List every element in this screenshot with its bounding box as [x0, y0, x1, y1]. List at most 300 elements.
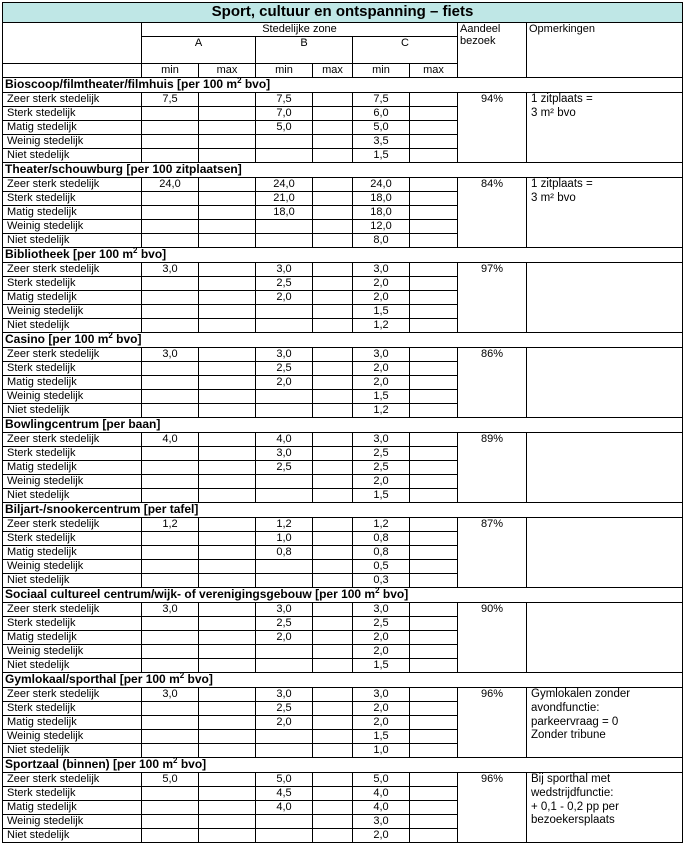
category-cell: Sterk stedelijk	[3, 277, 142, 291]
zone-a-max-cell	[199, 730, 256, 744]
zone-b-min-cell: 2,5	[256, 362, 313, 376]
category-cell: Matig stedelijk	[3, 631, 142, 645]
zone-b-min-cell	[256, 149, 313, 163]
zone-c-max-cell	[410, 716, 458, 730]
zone-c-min-cell: 1,0	[353, 744, 410, 758]
zone-b-min-cell: 2,0	[256, 376, 313, 390]
zone-a-max-cell	[199, 801, 256, 815]
zone-c-min-cell: 4,0	[353, 801, 410, 815]
zone-b-min-cell	[256, 645, 313, 659]
zone-b-min-cell: 1,0	[256, 532, 313, 546]
zone-a-max-cell	[199, 489, 256, 503]
remark-line: 3 m² bvo	[531, 191, 576, 204]
category-cell: Weinig stedelijk	[3, 135, 142, 149]
zone-a-max-cell	[199, 603, 256, 617]
zone-c-max-cell	[410, 688, 458, 702]
zone-a-max-cell	[199, 376, 256, 390]
zone-c-min-cell: 2,5	[353, 447, 410, 461]
zone-b-max-cell	[313, 518, 353, 532]
category-cell: Zeer sterk stedelijk	[3, 433, 142, 447]
zone-a-max-cell	[199, 277, 256, 291]
category-cell: Niet stedelijk	[3, 149, 142, 163]
zone-a-min-cell	[142, 744, 199, 758]
zone-b-max-cell	[313, 730, 353, 744]
zone-c-max-cell	[410, 489, 458, 503]
zone-b-min-cell: 2,0	[256, 291, 313, 305]
zone-c-min-cell: 3,0	[353, 263, 410, 277]
zone-b-max-cell	[313, 263, 353, 277]
aandeel-cell: 94%	[458, 93, 527, 163]
zone-b-max-cell	[313, 206, 353, 220]
zone-b-min-cell	[256, 319, 313, 333]
category-cell: Matig stedelijk	[3, 461, 142, 475]
zone-c-max-cell	[410, 178, 458, 192]
zone-a-max-cell	[199, 149, 256, 163]
zone-a-max-cell	[199, 291, 256, 305]
zone-a-max-cell	[199, 829, 256, 843]
zone-c-max-cell	[410, 617, 458, 631]
zone-b-max-cell	[313, 702, 353, 716]
zone-a-max-cell	[199, 319, 256, 333]
zone-c-min-cell: 2,0	[353, 716, 410, 730]
zone-c-max-cell	[410, 815, 458, 829]
zone-b-min-cell	[256, 135, 313, 149]
zone-a-min-cell: 5,0	[142, 773, 199, 787]
zone-c-max-cell	[410, 404, 458, 418]
zone-b-max-cell	[313, 773, 353, 787]
zone-b-min-cell: 4,0	[256, 801, 313, 815]
category-cell: Weinig stedelijk	[3, 730, 142, 744]
category-cell: Sterk stedelijk	[3, 192, 142, 206]
category-cell: Weinig stedelijk	[3, 645, 142, 659]
zone-c-max-cell	[410, 121, 458, 135]
zone-b-min-cell: 7,0	[256, 107, 313, 121]
category-cell: Sterk stedelijk	[3, 702, 142, 716]
section-title: Casino [per 100 $m^2$ bvo]	[3, 333, 683, 348]
zone-b-max-cell	[313, 744, 353, 758]
zone-a-min-cell	[142, 829, 199, 843]
zone-b-max-cell	[313, 829, 353, 843]
zone-a-max-cell	[199, 390, 256, 404]
category-cell: Sterk stedelijk	[3, 787, 142, 801]
zone-b-max-cell	[313, 220, 353, 234]
zone-c-max-cell	[410, 773, 458, 787]
zone-c-min-cell: 0,8	[353, 532, 410, 546]
aandeel-cell: 96%	[458, 688, 527, 758]
zone-b-min-cell	[256, 390, 313, 404]
zone-c-min-cell: 2,0	[353, 277, 410, 291]
zone-c-max-cell	[410, 234, 458, 248]
zone-a-min-cell	[142, 574, 199, 588]
zone-a-max-cell	[199, 447, 256, 461]
category-cell: Zeer sterk stedelijk	[3, 603, 142, 617]
remarks-cell	[527, 688, 683, 758]
section-header	[3, 418, 683, 433]
zone-c-min-cell: 2,0	[353, 702, 410, 716]
zone-a-min-cell: 3,0	[142, 603, 199, 617]
zone-c-max-cell	[410, 645, 458, 659]
zone-c-min-cell: 3,0	[353, 815, 410, 829]
zone-a-max-cell	[199, 433, 256, 447]
zone-c-max-cell	[410, 702, 458, 716]
table-row	[3, 518, 683, 532]
zone-c-min-cell: 3,5	[353, 135, 410, 149]
zone-b-min-cell	[256, 815, 313, 829]
zone-a-min-cell	[142, 376, 199, 390]
category-cell: Niet stedelijk	[3, 234, 142, 248]
zone-a-min-cell	[142, 801, 199, 815]
zone-c-min-cell: 0,5	[353, 560, 410, 574]
zone-a-min-cell	[142, 546, 199, 560]
zone-c-max-cell	[410, 518, 458, 532]
table-row	[3, 433, 683, 447]
min-header: min	[353, 64, 410, 78]
zone-a-header: A	[142, 37, 256, 64]
aandeel-cell: 97%	[458, 263, 527, 333]
zone-b-min-cell	[256, 220, 313, 234]
zone-c-max-cell	[410, 107, 458, 121]
zone-a-min-cell	[142, 121, 199, 135]
zone-c-max-cell	[410, 546, 458, 560]
zone-a-max-cell	[199, 702, 256, 716]
category-cell: Niet stedelijk	[3, 404, 142, 418]
zone-a-min-cell	[142, 107, 199, 121]
zone-c-max-cell	[410, 376, 458, 390]
zone-c-min-cell: 0,3	[353, 574, 410, 588]
zone-a-max-cell	[199, 93, 256, 107]
zone-c-max-cell	[410, 433, 458, 447]
zone-c-max-cell	[410, 659, 458, 673]
min-header: min	[142, 64, 199, 78]
zone-b-max-cell	[313, 291, 353, 305]
zone-a-min-cell: 3,0	[142, 688, 199, 702]
category-cell: Zeer sterk stedelijk	[3, 518, 142, 532]
zone-c-min-cell: 18,0	[353, 206, 410, 220]
zone-a-max-cell	[199, 348, 256, 362]
zone-b-max-cell	[313, 376, 353, 390]
zone-a-max-cell	[199, 475, 256, 489]
zone-b-min-cell	[256, 829, 313, 843]
zone-b-min-cell: 4,5	[256, 787, 313, 801]
category-cell: Zeer sterk stedelijk	[3, 773, 142, 787]
remark-line: wedstrijdfunctie:	[531, 786, 614, 799]
zone-c-max-cell	[410, 560, 458, 574]
section-header	[3, 758, 683, 773]
zone-a-min-cell	[142, 475, 199, 489]
zone-b-min-cell	[256, 574, 313, 588]
category-cell: Zeer sterk stedelijk	[3, 688, 142, 702]
category-cell: Sterk stedelijk	[3, 447, 142, 461]
zone-c-min-cell: 2,5	[353, 617, 410, 631]
zone-c-min-cell: 1,2	[353, 319, 410, 333]
zone-b-max-cell	[313, 362, 353, 376]
section-header	[3, 673, 683, 688]
zone-b-max-cell	[313, 277, 353, 291]
zone-a-min-cell	[142, 716, 199, 730]
remark-line: Zonder tribune	[531, 729, 606, 742]
zone-c-max-cell	[410, 744, 458, 758]
zone-a-min-cell: 4,0	[142, 433, 199, 447]
header-blank	[3, 23, 142, 64]
zone-c-min-cell: 3,0	[353, 603, 410, 617]
zone-a-min-cell	[142, 617, 199, 631]
table-row	[3, 773, 683, 787]
zone-a-max-cell	[199, 404, 256, 418]
parking-norms-table	[2, 2, 683, 843]
zone-b-max-cell	[313, 489, 353, 503]
section-title: Theater/schouwburg [per 100 zitplaatsen]	[3, 163, 683, 178]
section-header	[3, 248, 683, 263]
zone-b-max-cell	[313, 801, 353, 815]
zone-a-max-cell	[199, 574, 256, 588]
zone-a-min-cell	[142, 305, 199, 319]
zone-b-min-cell: 18,0	[256, 206, 313, 220]
zone-a-min-cell	[142, 815, 199, 829]
zone-c-header: C	[353, 37, 458, 64]
zone-c-max-cell	[410, 192, 458, 206]
zone-b-min-cell: 3,0	[256, 348, 313, 362]
remarks-cell	[527, 93, 683, 163]
zone-a-min-cell	[142, 447, 199, 461]
zone-b-min-cell	[256, 744, 313, 758]
zone-c-min-cell: 3,0	[353, 348, 410, 362]
aandeel-cell: 84%	[458, 178, 527, 248]
category-cell: Weinig stedelijk	[3, 390, 142, 404]
zone-a-max-cell	[199, 546, 256, 560]
section-title: Gymlokaal/sporthal [per 100 $m^2$ bvo]	[3, 673, 683, 688]
zone-b-max-cell	[313, 688, 353, 702]
zone-b-min-cell	[256, 560, 313, 574]
zone-a-min-cell	[142, 135, 199, 149]
zone-b-max-cell	[313, 93, 353, 107]
zone-a-min-cell	[142, 659, 199, 673]
aandeel-cell: 96%	[458, 773, 527, 843]
zone-b-min-cell: 24,0	[256, 178, 313, 192]
zone-a-max-cell	[199, 744, 256, 758]
category-cell: Matig stedelijk	[3, 291, 142, 305]
category-cell: Niet stedelijk	[3, 659, 142, 673]
remarks-cell	[527, 348, 683, 418]
zone-a-max-cell	[199, 645, 256, 659]
zone-c-max-cell	[410, 801, 458, 815]
zone-b-max-cell	[313, 305, 353, 319]
category-cell: Matig stedelijk	[3, 801, 142, 815]
category-cell: Weinig stedelijk	[3, 560, 142, 574]
table-row	[3, 178, 683, 192]
zone-c-min-cell: 5,0	[353, 121, 410, 135]
zone-a-min-cell	[142, 489, 199, 503]
remark-line: 1 zitplaats =	[531, 178, 593, 190]
zone-b-max-cell	[313, 319, 353, 333]
category-cell: Weinig stedelijk	[3, 305, 142, 319]
zone-a-min-cell	[142, 631, 199, 645]
zone-a-max-cell	[199, 107, 256, 121]
zone-a-max-cell	[199, 461, 256, 475]
zone-b-max-cell	[313, 617, 353, 631]
zone-c-max-cell	[410, 447, 458, 461]
zone-c-max-cell	[410, 390, 458, 404]
zone-b-min-cell: 2,0	[256, 631, 313, 645]
remark-line: avondfunctie:	[531, 701, 600, 714]
zone-c-min-cell: 2,0	[353, 645, 410, 659]
section-title: Sociaal cultureel centrum/wijk- of verenigingsgebouw [per 100 $m^2$ bvo]	[3, 588, 683, 603]
zone-header: Stedelijke zone	[142, 23, 458, 37]
zone-a-min-cell	[142, 291, 199, 305]
category-cell: Weinig stedelijk	[3, 475, 142, 489]
zone-c-max-cell	[410, 93, 458, 107]
zone-c-max-cell	[410, 603, 458, 617]
zone-c-max-cell	[410, 475, 458, 489]
zone-b-min-cell: 2,5	[256, 617, 313, 631]
zone-b-max-cell	[313, 560, 353, 574]
section-header	[3, 503, 683, 518]
zone-b-max-cell	[313, 135, 353, 149]
zone-b-max-cell	[313, 787, 353, 801]
zone-b-min-cell: 2,5	[256, 461, 313, 475]
zone-c-min-cell: 0,8	[353, 546, 410, 560]
aandeel-cell: 90%	[458, 603, 527, 673]
remarks-cell	[527, 178, 683, 248]
zone-a-max-cell	[199, 560, 256, 574]
table-row	[3, 93, 683, 107]
zone-c-min-cell: 6,0	[353, 107, 410, 121]
zone-c-min-cell: 2,0	[353, 475, 410, 489]
category-cell: Weinig stedelijk	[3, 815, 142, 829]
zone-a-min-cell	[142, 645, 199, 659]
zone-c-max-cell	[410, 532, 458, 546]
zone-c-min-cell: 18,0	[353, 192, 410, 206]
table-row	[3, 688, 683, 702]
zone-c-min-cell: 2,0	[353, 829, 410, 843]
zone-a-max-cell	[199, 787, 256, 801]
section-header	[3, 163, 683, 178]
zone-a-max-cell	[199, 617, 256, 631]
max-header: max	[313, 64, 353, 78]
zone-c-max-cell	[410, 305, 458, 319]
zone-a-max-cell	[199, 234, 256, 248]
zone-c-min-cell: 3,0	[353, 433, 410, 447]
zone-a-min-cell: 3,0	[142, 348, 199, 362]
zone-a-max-cell	[199, 716, 256, 730]
zone-c-min-cell: 4,0	[353, 787, 410, 801]
category-cell: Sterk stedelijk	[3, 617, 142, 631]
zone-c-min-cell: 5,0	[353, 773, 410, 787]
zone-b-min-cell: 3,0	[256, 447, 313, 461]
remarks-cell	[527, 263, 683, 333]
zone-c-min-cell: 1,5	[353, 659, 410, 673]
category-cell: Niet stedelijk	[3, 574, 142, 588]
zone-a-min-cell	[142, 234, 199, 248]
zone-a-min-cell	[142, 404, 199, 418]
aandeel-cell: 89%	[458, 433, 527, 503]
zone-b-max-cell	[313, 107, 353, 121]
zone-b-header: B	[256, 37, 353, 64]
zone-b-min-cell: 21,0	[256, 192, 313, 206]
category-cell: Zeer sterk stedelijk	[3, 178, 142, 192]
zone-c-min-cell: 2,0	[353, 376, 410, 390]
category-cell: Zeer sterk stedelijk	[3, 263, 142, 277]
zone-c-min-cell: 1,2	[353, 518, 410, 532]
zone-a-min-cell	[142, 220, 199, 234]
zone-b-max-cell	[313, 433, 353, 447]
header-blank	[3, 64, 142, 78]
zone-b-max-cell	[313, 149, 353, 163]
max-header: max	[410, 64, 458, 78]
max-header: max	[199, 64, 256, 78]
category-cell: Matig stedelijk	[3, 206, 142, 220]
zone-b-min-cell: 3,0	[256, 688, 313, 702]
zone-c-min-cell: 8,0	[353, 234, 410, 248]
min-header: min	[256, 64, 313, 78]
zone-a-max-cell	[199, 773, 256, 787]
zone-a-min-cell	[142, 532, 199, 546]
zone-b-min-cell: 4,0	[256, 433, 313, 447]
zone-c-min-cell: 1,5	[353, 390, 410, 404]
zone-b-max-cell	[313, 390, 353, 404]
zone-a-min-cell: 3,0	[142, 263, 199, 277]
remark-line: parkeervraag = 0	[531, 715, 619, 728]
zone-a-min-cell	[142, 560, 199, 574]
zone-a-min-cell	[142, 277, 199, 291]
zone-b-min-cell	[256, 305, 313, 319]
zone-a-max-cell	[199, 206, 256, 220]
zone-a-max-cell	[199, 135, 256, 149]
remark-line: + 0,1 - 0,2 pp per	[531, 800, 619, 813]
zone-a-max-cell	[199, 659, 256, 673]
zone-b-min-cell: 0,8	[256, 546, 313, 560]
remark-line: 3 m² bvo	[531, 106, 576, 119]
zone-c-min-cell: 24,0	[353, 178, 410, 192]
zone-b-max-cell	[313, 716, 353, 730]
zone-a-min-cell	[142, 787, 199, 801]
zone-a-min-cell: 1,2	[142, 518, 199, 532]
aandeel-cell: 87%	[458, 518, 527, 588]
zone-b-max-cell	[313, 532, 353, 546]
remarks-cell	[527, 433, 683, 503]
zone-a-min-cell	[142, 192, 199, 206]
zone-b-max-cell	[313, 192, 353, 206]
category-cell: Niet stedelijk	[3, 829, 142, 843]
zone-a-max-cell	[199, 178, 256, 192]
table-row	[3, 348, 683, 362]
zone-b-max-cell	[313, 461, 353, 475]
zone-b-min-cell: 3,0	[256, 263, 313, 277]
table-row	[3, 603, 683, 617]
zone-c-min-cell: 1,5	[353, 149, 410, 163]
zone-c-max-cell	[410, 220, 458, 234]
zone-a-min-cell	[142, 461, 199, 475]
zone-b-max-cell	[313, 348, 353, 362]
zone-c-max-cell	[410, 135, 458, 149]
zone-b-max-cell	[313, 815, 353, 829]
category-cell: Sterk stedelijk	[3, 362, 142, 376]
remark-line: 1 zitplaats =	[531, 93, 593, 105]
zone-c-min-cell: 1,5	[353, 730, 410, 744]
zone-b-max-cell	[313, 404, 353, 418]
zone-b-min-cell: 2,5	[256, 702, 313, 716]
zone-c-max-cell	[410, 277, 458, 291]
zone-b-min-cell	[256, 404, 313, 418]
zone-a-min-cell	[142, 319, 199, 333]
zone-a-max-cell	[199, 688, 256, 702]
section-title: Bioscoop/filmtheater/filmhuis [per 100 $m^2$ bvo]	[3, 78, 683, 93]
zone-a-max-cell	[199, 362, 256, 376]
category-cell: Niet stedelijk	[3, 319, 142, 333]
category-cell: Matig stedelijk	[3, 121, 142, 135]
zone-b-max-cell	[313, 645, 353, 659]
opmerkingen-header: Opmerkingen	[527, 23, 683, 78]
zone-b-max-cell	[313, 631, 353, 645]
